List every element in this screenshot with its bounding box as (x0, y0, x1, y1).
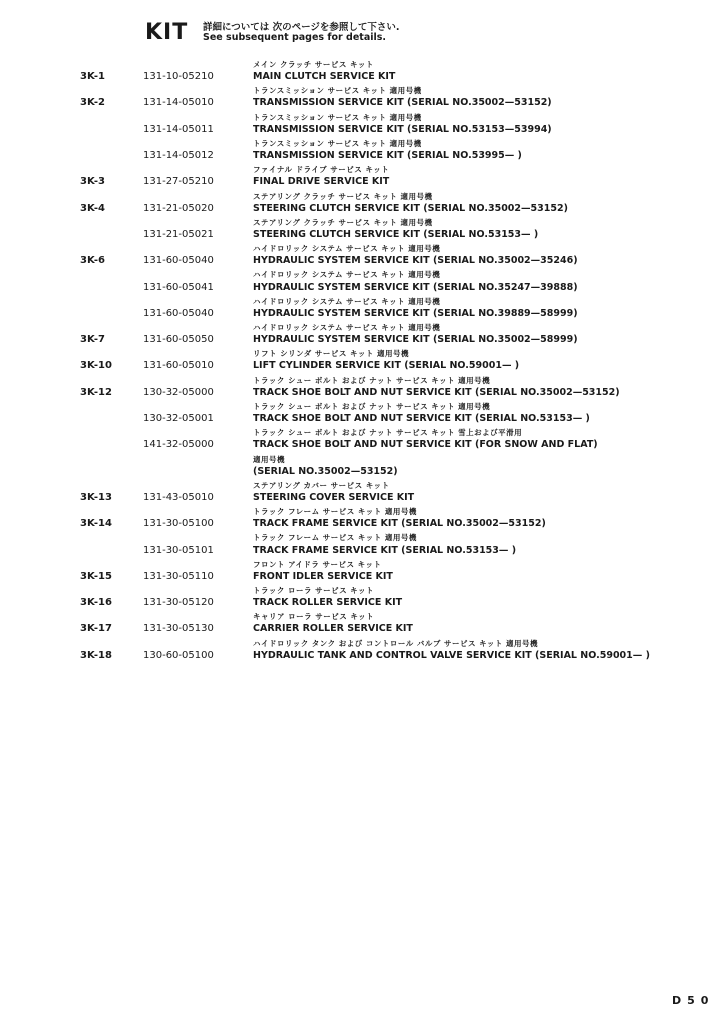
japanese-description: 適用号機 (253, 454, 285, 464)
japanese-description: ハイドロリック システム サービス キット 適用号機 (253, 244, 441, 254)
item-description: HYDRAULIC SYSTEM SERVICE KIT (SERIAL NO.39889—58999) (253, 307, 578, 319)
item-description: TRACK SHOE BOLT AND NUT SERVICE KIT (SERIAL NO.35002—53152) (253, 386, 620, 398)
ref-number: 3K-14 (80, 518, 112, 530)
item-description: TRACK SHOE BOLT AND NUT SERVICE KIT (FOR SNOW AND FLAT) (253, 439, 598, 451)
japanese-description: トランスミッション サービス キット 適用号機 (253, 112, 422, 122)
ref-number: 3K-10 (80, 360, 112, 372)
part-number: 130-60-05100 (143, 649, 214, 661)
part-number: 131-21-05020 (143, 202, 214, 214)
part-number: 131-30-05130 (143, 623, 214, 635)
header-note-japanese: 詳細については 次のページを参照して下さい. (203, 22, 400, 33)
japanese-description: ステアリング カバー サービス キット (253, 480, 390, 490)
item-description: CARRIER ROLLER SERVICE KIT (253, 623, 413, 635)
part-number: 131-27-05210 (143, 176, 214, 188)
japanese-description: ハイドロリック システム サービス キット 適用号機 (253, 296, 441, 306)
item-description: LIFT CYLINDER SERVICE KIT (SERIAL NO.59001— ) (253, 360, 520, 372)
item-description: TRACK SHOE BOLT AND NUT SERVICE KIT (SERIAL NO.53153— ) (253, 413, 590, 425)
japanese-description: トラック ローラ サービス キット (253, 586, 375, 595)
item-description: STEERING COVER SERVICE KIT (253, 491, 415, 503)
part-number: 131-60-05050 (143, 334, 214, 346)
ref-number: 3K-7 (80, 334, 105, 346)
part-number: 141-32-05000 (143, 439, 214, 451)
japanese-description: トラック シュー ボルト および ナット サービス キット 適用号機 (253, 401, 491, 411)
item-description: HYDRAULIC SYSTEM SERVICE KIT (SERIAL NO.35002—58999) (253, 334, 578, 346)
item-description: HYDRAULIC SYSTEM SERVICE KIT (SERIAL NO.35247—39888) (253, 281, 578, 293)
item-description: TRACK ROLLER SERVICE KIT (253, 597, 403, 609)
ref-number: 3K-12 (80, 386, 112, 398)
ref-number: 3K-16 (80, 597, 112, 609)
japanese-description: トランスミッション サービス キット 適用号機 (253, 138, 422, 148)
ref-number: 3K-4 (80, 202, 105, 214)
item-description: TRACK FRAME SERVICE KIT (SERIAL NO.53153— ) (253, 544, 517, 556)
japanese-description: ハイドロリック システム サービス キット 適用号機 (253, 323, 441, 332)
ref-number: 3K-15 (80, 570, 112, 582)
ref-number: 3K-3 (80, 176, 105, 188)
part-number: 131-30-05100 (143, 518, 214, 530)
japanese-description: ファイナル ドライブ サービス キット (253, 165, 390, 175)
japanese-description: トラック フレーム サービス キット 適用号機 (253, 507, 417, 517)
part-number: 131-14-05010 (143, 97, 214, 109)
item-description: STEERING CLUTCH SERVICE KIT (SERIAL NO.53153— ) (253, 228, 539, 240)
ref-number: 3K-1 (80, 71, 105, 83)
part-number: 131-30-05120 (143, 597, 214, 609)
part-number: 131-60-05010 (143, 360, 214, 372)
part-number: 131-14-05011 (143, 123, 214, 135)
ref-number: 3K-6 (80, 255, 105, 267)
part-number: 130-32-05001 (143, 413, 214, 425)
page-code: D50 (672, 994, 715, 1007)
part-number: 131-30-05110 (143, 570, 214, 582)
japanese-description: メイン クラッチ サービス キット (253, 60, 374, 69)
ref-number: 3K-18 (80, 649, 112, 661)
part-number: 131-21-05021 (143, 228, 214, 240)
header-note-english: See subsequent pages for details. (203, 32, 387, 43)
item-description: MAIN CLUTCH SERVICE KIT (253, 71, 396, 83)
japanese-description: フロント アイドラ サービス キット (253, 559, 382, 569)
japanese-description: ハイドロリック システム サービス キット 適用号機 (253, 270, 441, 280)
part-number: 131-10-05210 (143, 71, 214, 83)
japanese-description: トラック フレーム サービス キット 適用号機 (253, 533, 417, 543)
item-description: (SERIAL NO.35002—53152) (253, 465, 398, 477)
ref-number: 3K-2 (80, 97, 105, 109)
ref-number: 3K-17 (80, 623, 112, 635)
part-number: 131-60-05041 (143, 281, 214, 293)
item-description: FINAL DRIVE SERVICE KIT (253, 176, 390, 188)
japanese-description: リフト シリンダ サービス キット 適用号機 (253, 349, 409, 359)
part-number: 131-43-05010 (143, 491, 214, 503)
part-number: 131-14-05012 (143, 150, 214, 162)
part-number: 130-32-05000 (143, 386, 214, 398)
item-description: TRANSMISSION SERVICE KIT (SERIAL NO.53995— ) (253, 150, 522, 162)
item-description: TRANSMISSION SERVICE KIT (SERIAL NO.35002—53152) (253, 97, 552, 109)
item-description: TRACK FRAME SERVICE KIT (SERIAL NO.35002—53152) (253, 518, 546, 530)
japanese-description: トラック シュー ボルト および ナット サービス キット 雪上および平滑用 (253, 428, 523, 438)
item-description: HYDRAULIC SYSTEM SERVICE KIT (SERIAL NO.35002—35246) (253, 255, 578, 267)
part-number: 131-30-05101 (143, 544, 214, 556)
japanese-description: ステアリング クラッチ サービス キット 適用号機 (253, 191, 433, 201)
japanese-description: キャリア ローラ サービス キット (253, 612, 375, 622)
item-description: TRANSMISSION SERVICE KIT (SERIAL NO.53153—53994) (253, 123, 552, 135)
ref-number: 3K-13 (80, 491, 112, 503)
item-description: HYDRAULIC TANK AND CONTROL VALVE SERVICE KIT (SERIAL NO.59001— ) (253, 649, 650, 661)
item-description: STEERING CLUTCH SERVICE KIT (SERIAL NO.35002—53152) (253, 202, 568, 214)
japanese-description: ハイドロリック タンク および コントロール バルブ サービス キット 適用号機 (253, 638, 539, 648)
part-number: 131-60-05040 (143, 307, 214, 319)
japanese-description: トランスミッション サービス キット 適用号機 (253, 86, 422, 96)
part-number: 131-60-05040 (143, 255, 214, 267)
page-title: KIT (145, 20, 189, 45)
japanese-description: ステアリング クラッチ サービス キット 適用号機 (253, 217, 433, 227)
item-description: FRONT IDLER SERVICE KIT (253, 570, 393, 582)
japanese-description: トラック シュー ボルト および ナット サービス キット 適用号機 (253, 375, 491, 385)
